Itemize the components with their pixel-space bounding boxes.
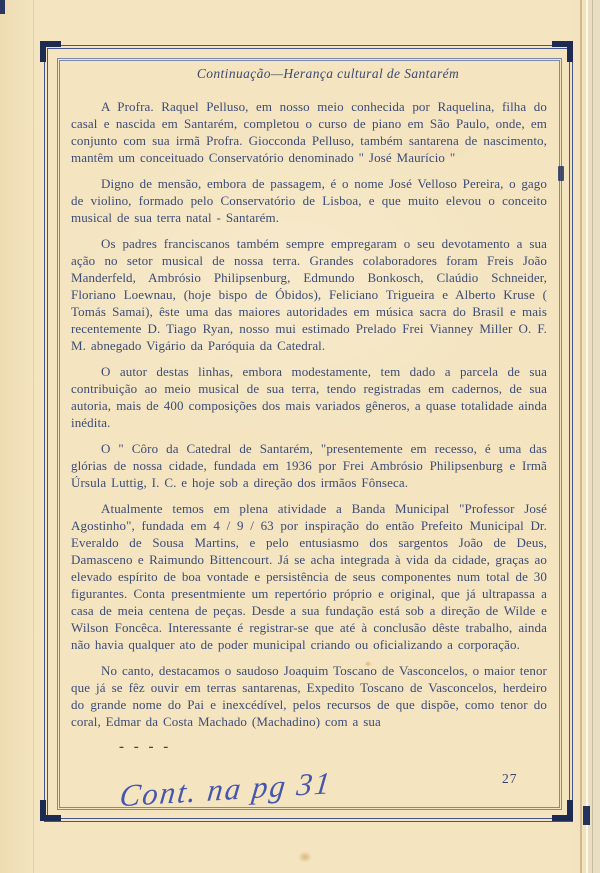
paper-right-crease-2	[592, 0, 593, 873]
paper-right-edge-strip	[588, 0, 600, 873]
continuation-dashes: - - - -	[119, 739, 172, 755]
ink-blot	[558, 166, 564, 181]
paragraph-2: Digno de mensão, embora de passagem, é o nome José Velloso Pereira, o gago de violino, formado pelo Conservatório de Lisboa, e que muito elevou o conceito musical de sua terra natal - Santarém.	[71, 176, 547, 225]
paragraph-4: O autor destas linhas, embora modestamente, tem dado a parcela de sua contribuição ao meio musical de sua terra, tendo registradas em cadernos, de sua autoria, mais de 400 composições dos mais variados gêneros, a quase totalidade ainda inédita.	[71, 364, 547, 430]
corner-mark-bottom-right	[552, 800, 573, 821]
page-number: 27	[502, 771, 518, 786]
paragraph-1: A Profra. Raquel Pelluso, em nosso meio conhecida por Raquelina, filha do casal e nascida em Santarém, completou o curso de piano em São Paulo, onde, em conjunto com sua irmã Profra. Giocconda Pelluso, também santarena de nascimento, mantêm um conceituado Conservatório denominado " José Maurício "	[71, 99, 547, 165]
paper-left-crease	[33, 0, 34, 873]
running-header: Continuação—Herança cultural de Santarém	[196, 66, 460, 81]
corner-mark-top-right	[552, 41, 573, 62]
paper-right-edge-highlight	[586, 0, 588, 873]
scan-artifact-top-left	[0, 0, 5, 14]
paragraph-7: No canto, destacamos o saudoso Joaquim Toscano de Vasconcelos, o maior tenor que já se fêz ouvir em terras santarenas, Expedito Toscano de Vasconcelos, herdeiro do grande nome do Pai e inexcédível, pelos recursos de que dispõe, como tenor do coral, Edmar da Costa Machado (Machadino) com a sua	[71, 663, 547, 729]
scan-artifact-bottom-right	[583, 806, 590, 825]
paragraph-5: O " Côro da Catedral de Santarém, "presentemente em recesso, é uma das glórias de nossa cidade, fundada em 1936 por Frei Ambrósio Philipsenburg e Irmã Úrsula Luttig, I. C. e hoje sob a direção dos irmãos Fônseca.	[71, 441, 547, 490]
paragraph-6: Atualmente temos em plena atividade a Banda Municipal "Professor José Agostinho", fundada em 4 / 9 / 63 por inspiração do então Prefeito Municipal Dr. Everaldo de Sousa Martins, e pelo entusiasmo dos sargentos João de Deus, Damasceno e Raimundo Bittencourt. Já se acha integrada à vida da cidade, graças ao elevado espírito de boa vontade e persistência de seus componentes num total de 30 figurantes. Conta presentmiente um repertório próprio e original, que já ultrapassa a casa de meia centena de peças. Desde a sua fundação está sob a direção de Wilde e Wilson Foncêca. Interessante é registrar-se que até à conclusão dêste trabalho, ainda não havia qualquer ato de poder municipal criando ou oficializando a corporação.	[71, 501, 547, 652]
corner-mark-bottom-left	[40, 800, 61, 821]
paper-right-crease	[580, 0, 582, 873]
handwritten-note: Cont. na pg 31	[117, 765, 334, 814]
paragraph-3: Os padres franciscanos também sempre empregaram o seu devotamento a sua ação no setor musical de nossa terra. Grandes colaboradores foram Freis João Manderfeld, Ambrósio Philipsenburg, Edmundo Bonkosch, Claúdio Schneider, Floriano Loewnau, (hoje bispo de Óbidos), Feliciano Trigueira e Alberto Kruse ( Tomás Samai), êste uma das maiores autoridades em música sacra do Brasil e mais recentemente D. Tiago Ryan, nosso mui estimado Prelado Frei Vianney Miller O. F. M. abnegado Vigário da Paróquia da Catedral.	[71, 236, 547, 353]
corner-mark-top-left	[40, 41, 61, 62]
page-content	[71, 66, 547, 756]
